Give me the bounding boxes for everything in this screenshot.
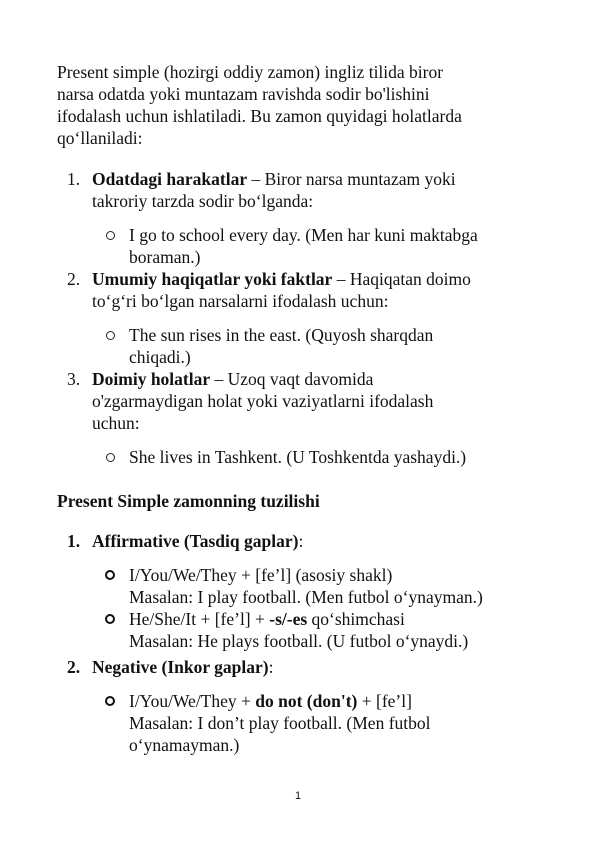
hollow-bullet-icon — [105, 614, 115, 624]
structure-list — [57, 530, 567, 756]
rule-example: Masalan: I don’t play football. (Men futbol — [129, 713, 431, 733]
usage-text: takroriy tarzda sodir bo‘lganda: — [92, 191, 314, 211]
usage-text: – Uzoq vaqt davomida — [210, 369, 374, 389]
list-number: 1. — [67, 531, 81, 551]
rule-example: Masalan: I play football. (Men futbol o‘ynayman.) — [129, 587, 483, 607]
structure-colon: : — [298, 531, 304, 551]
usage-title: Doimiy holatlar — [92, 369, 211, 389]
usage-title: Odatdagi harakatlar — [92, 169, 248, 189]
hollow-bullet-icon — [105, 696, 115, 706]
list-number: 2. — [67, 269, 81, 289]
section-heading: Present Simple zamonning tuzilishi — [57, 491, 320, 511]
example-text: chiqadi.) — [129, 347, 191, 367]
usage-example-1 — [57, 224, 567, 268]
rule-text: I/You/We/They + [fe’l] (asosiy shakl) — [129, 565, 393, 585]
example-text: The sun rises in the east. (Quyosh sharqdan — [129, 325, 434, 345]
rule-example: o‘ynamayman.) — [129, 735, 240, 755]
example-text: I go to school every day. (Men har kuni maktabga — [129, 225, 478, 245]
rule-suffix: -s/-es — [269, 609, 308, 629]
hollow-bullet-icon — [105, 570, 115, 580]
structure-item-2 — [57, 656, 567, 678]
intro-line: ifodalash uchun ishlatiladi. Bu zamon quyidagi holatlarda — [57, 106, 462, 126]
usage-text: – Haqiqatan doimo — [332, 269, 471, 289]
rule-text: I/You/We/They + — [129, 691, 256, 711]
rule-auxiliary: do not (don't) — [255, 691, 358, 711]
rule-text: + [fe’l] — [357, 691, 412, 711]
example-text: She lives in Tashkent. (U Toshkentda yashaydi.) — [129, 447, 467, 467]
usage-example-3 — [57, 446, 567, 468]
structure-rule — [57, 690, 567, 756]
usage-item-2 — [57, 268, 567, 312]
hollow-bullet-icon — [106, 331, 115, 340]
usage-text: – Biror narsa muntazam yoki — [247, 169, 456, 189]
structure-title: ) — [262, 657, 269, 677]
rule-text: qo‘shimchasi — [307, 609, 405, 629]
page-number: 1 — [294, 790, 302, 802]
structure-title: Affirmative ( — [92, 531, 190, 551]
structure-title: Inkor gaplar — [167, 657, 263, 677]
usage-text: to‘g‘ri bo‘lgan narsalarni ifodalash uchun: — [92, 291, 389, 311]
structure-title: Tasdiq gaplar — [189, 531, 293, 551]
list-number: 3. — [67, 369, 81, 389]
usage-text: o'zgarmaydigan holat yoki vaziyatlarni ifodalash — [92, 391, 434, 411]
structure-title: ) — [292, 531, 299, 551]
structure-rule — [57, 608, 567, 652]
usage-title: Umumiy haqiqatlar yoki faktlar — [92, 269, 333, 289]
intro-line: qo‘llaniladi: — [57, 128, 143, 148]
hollow-bullet-icon — [106, 453, 115, 462]
list-number: 1. — [67, 169, 81, 189]
usage-item-3 — [57, 368, 567, 434]
usage-list — [57, 168, 567, 468]
list-number: 2. — [67, 657, 81, 677]
rule-text: He/She/It + [fe’l] + — [129, 609, 270, 629]
rule-example: Masalan: He plays football. (U futbol o‘ynaydi.) — [129, 631, 469, 651]
structure-item-1 — [57, 530, 567, 552]
intro-line: narsa odatda yoki muntazam ravishda sodir bo'lishini — [57, 84, 430, 104]
usage-example-2 — [57, 324, 567, 368]
usage-text: uchun: — [92, 413, 140, 433]
usage-item-1 — [57, 168, 567, 212]
structure-title: Negative ( — [92, 657, 168, 677]
intro-line: Present simple (hozirgi oddiy zamon) ingliz tilida biror — [57, 62, 444, 82]
hollow-bullet-icon — [106, 231, 115, 240]
example-text: boraman.) — [129, 247, 201, 267]
intro-paragraph — [57, 61, 547, 149]
structure-rule — [57, 564, 567, 608]
structure-colon: : — [268, 657, 274, 677]
